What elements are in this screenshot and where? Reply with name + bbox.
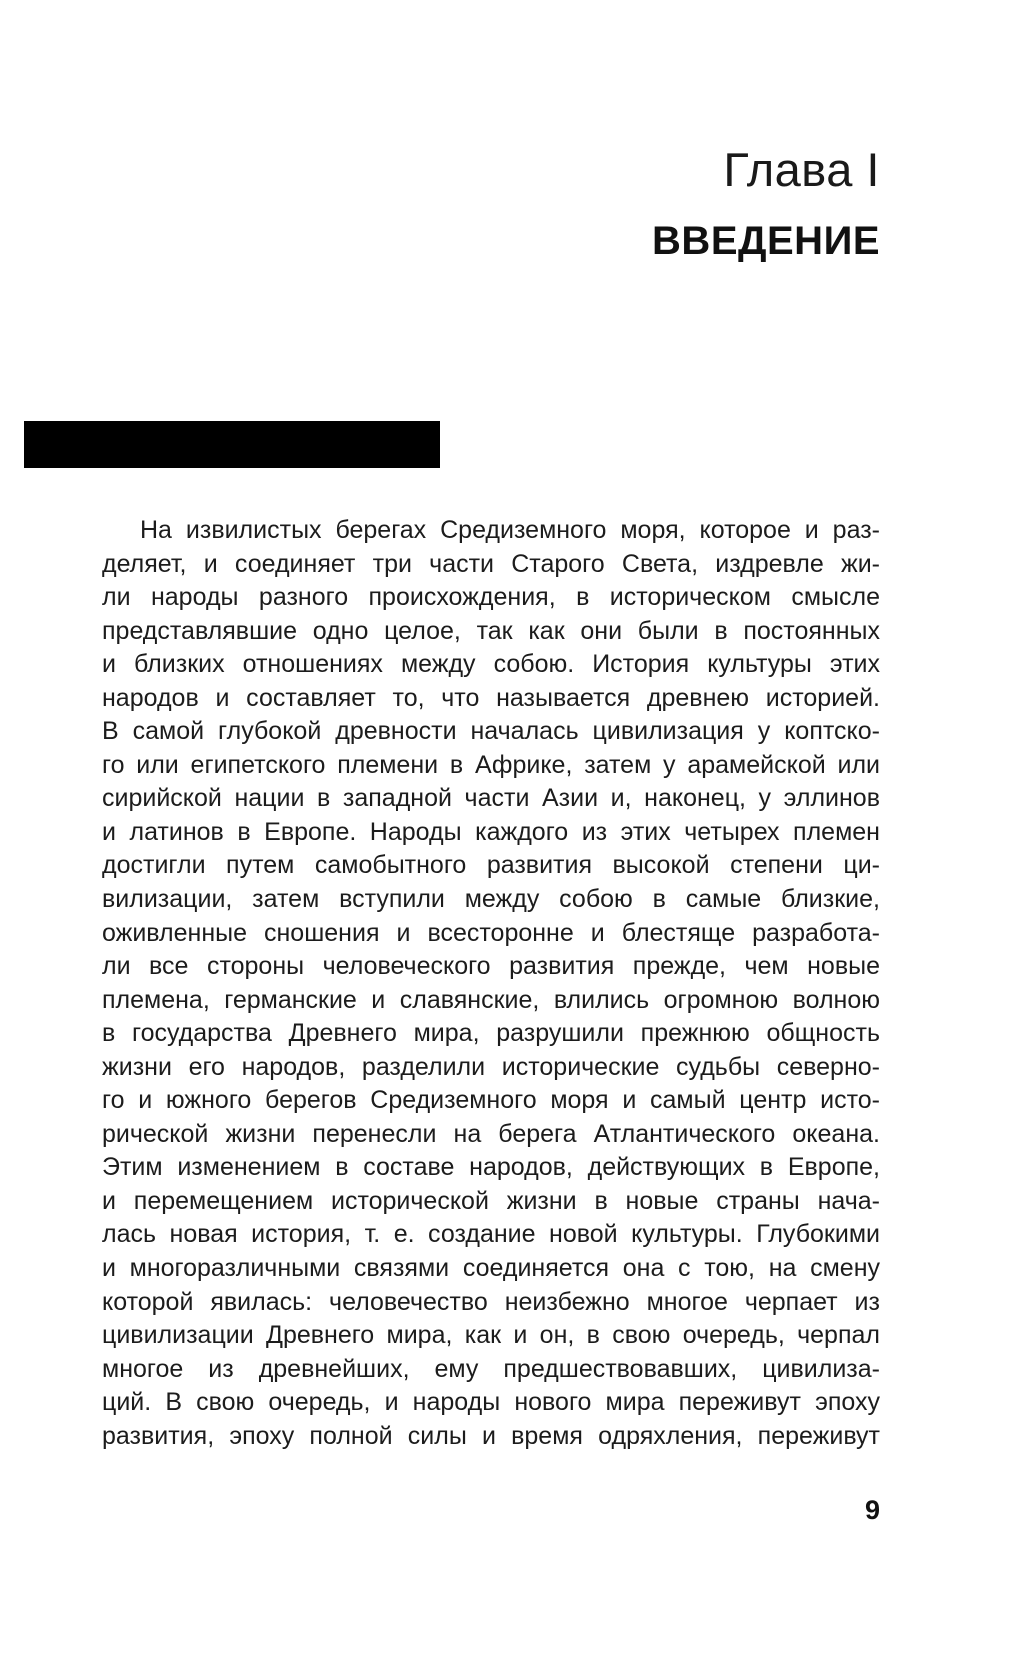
text-line: лась новая история, т. е. создание новой культуры. Глубокими bbox=[102, 1220, 880, 1249]
text-line: достигли путем самобытного развития высокой степени ци- bbox=[102, 851, 880, 880]
text-line: в государства Древнего мира, разрушили прежнюю общность bbox=[102, 1019, 880, 1048]
text-line: племена, германские и славянские, влились огромною волною bbox=[102, 985, 880, 1014]
text-line: го и южного берегов Средиземного моря и самый центр исто- bbox=[102, 1086, 880, 1115]
page-number: 9 bbox=[864, 1495, 880, 1525]
text-line: и перемещением исторической жизни в новые страны нача- bbox=[102, 1186, 880, 1215]
text-line: рической жизни перенесли на берега Атлантического океана. bbox=[102, 1119, 880, 1148]
text-line: жизни его народов, разделили исторические судьбы северно- bbox=[102, 1052, 880, 1081]
text-line: оживленные сношения и всесторонне и блестяще разработа- bbox=[102, 918, 880, 947]
text-line: представлявшие одно целое, так как они были в постоянных bbox=[102, 616, 880, 645]
text-line: которой явилась: человечество неизбежно многое черпает из bbox=[102, 1287, 880, 1316]
text-line: народов и составляет то, что называется древнею историей. bbox=[102, 683, 880, 712]
text-line: ций. В свою очередь, и народы нового мира переживут эпоху bbox=[102, 1388, 880, 1417]
text-line: деляет, и соединяет три части Старого Света, издревле жи- bbox=[102, 549, 880, 578]
text-line: ли все стороны человеческого развития прежде, чем новые bbox=[102, 952, 880, 981]
text-line: и многоразличными связями соединяется она с тою, на смену bbox=[102, 1254, 880, 1283]
text-line: вилизации, затем вступили между собою в самые близкие, bbox=[102, 885, 880, 914]
text-line: сирийской нации в западной части Азии и, наконец, у эллинов bbox=[102, 784, 880, 813]
text-line: и близких отношениях между собою. История культуры этих bbox=[102, 650, 880, 679]
chapter-title: ВВЕДЕНИЕ bbox=[652, 219, 880, 263]
body-paragraph bbox=[102, 514, 880, 1453]
text-line: многое из древнейших, ему предшествовавших, цивилиза- bbox=[102, 1354, 880, 1383]
redaction-bar bbox=[24, 421, 440, 468]
chapter-label: Глава I bbox=[723, 143, 880, 196]
text-line: ли народы разного происхождения, в историческом смысле bbox=[102, 583, 880, 612]
text-line: В самой глубокой древности началась цивилизация у коптско- bbox=[102, 717, 880, 746]
text-line: го или египетского племени в Африке, затем у арамейской или bbox=[102, 750, 880, 779]
text-line: Этим изменением в составе народов, действующих в Европе, bbox=[102, 1153, 880, 1182]
text-line: цивилизации Древнего мира, как и он, в свою очередь, черпал bbox=[102, 1321, 880, 1350]
text-line: развития, эпоху полной силы и время одряхления, переживут bbox=[102, 1421, 880, 1450]
text-line: и латинов в Европе. Народы каждого из этих четырех племен bbox=[102, 817, 880, 846]
text-line: На извилистых берегах Средиземного моря, которое и раз- bbox=[140, 516, 880, 544]
